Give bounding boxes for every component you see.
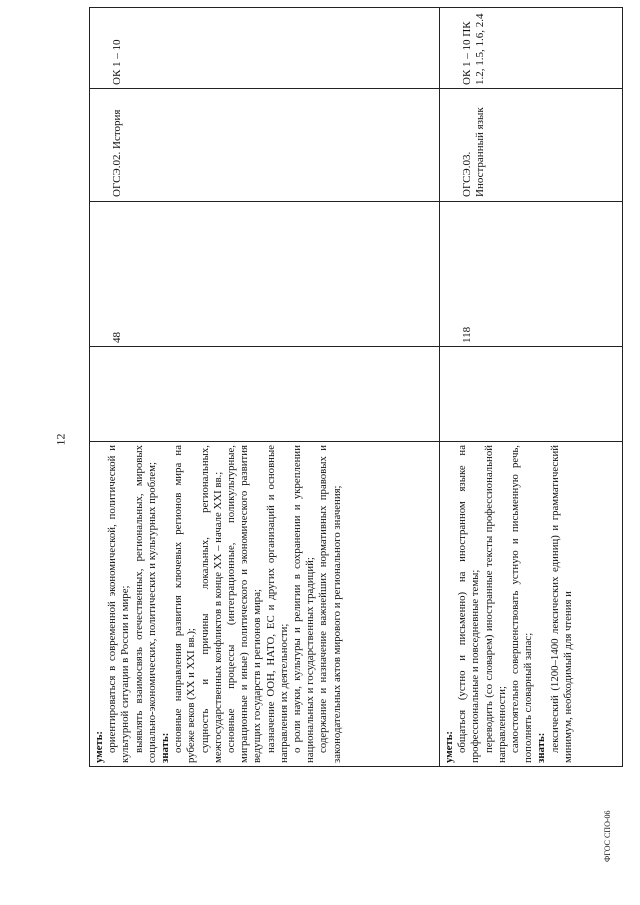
row2-hours: 118	[461, 326, 473, 343]
row2-description: уметь: общаться (устно и письменно) на иностранном языке на профессиональные и повседневные темы; переводить (со словарем) иностранные тексты профессиональной направленности; самостоятельно совершенствовать устную и письменную речь, пополнять словарный запас; знать: лексический (1200–1400 лексических единиц) и грамматический минимум, необходимый для чтения и	[443, 445, 574, 763]
row1-competencies: ОК 1 – 10	[111, 39, 123, 85]
row2-competencies: ОК 1 – 10 ПК 1.2, 1.5, 1.6, 2.4	[461, 13, 486, 85]
row1-description: уметь: ориентироваться в современной экономической, политической и культурной ситуации в России и мире; выявлять взаимосвязь отечественных, региональных, мировых социально-экономических, политических и культурных проблем; знать: основные направления развития ключевых регионов мира на рубеже веков (XX и XXI вв.); сущность и причины локальных, региональных, межгосударственных конфликтов в конце XX – начале XXI вв.; основные процессы (интеграционные, поликультурные, миграционные и иные) политического и экономического развития ведущих государств и регионов мира; назначение ООН, НАТО, ЕС и других организаций и основные направления их деятельности; о роли науки, культуры и религии в сохранении и укреплении национальных и государственных традиций; содержание и назначение важнейших нормативных правовых и законодательных актов мирового и регионального значения;	[93, 445, 343, 763]
document-footer: ФГОС СПО-06	[603, 810, 612, 862]
rotated-page	[89, 7, 624, 767]
row2-discipline: ОГСЭ.03. Иностранный язык	[461, 107, 486, 197]
page-number: 12	[53, 433, 68, 446]
row1-discipline: ОГСЭ.02. История	[111, 109, 123, 197]
curriculum-table	[89, 7, 624, 767]
row1-hours: 48	[111, 332, 123, 343]
